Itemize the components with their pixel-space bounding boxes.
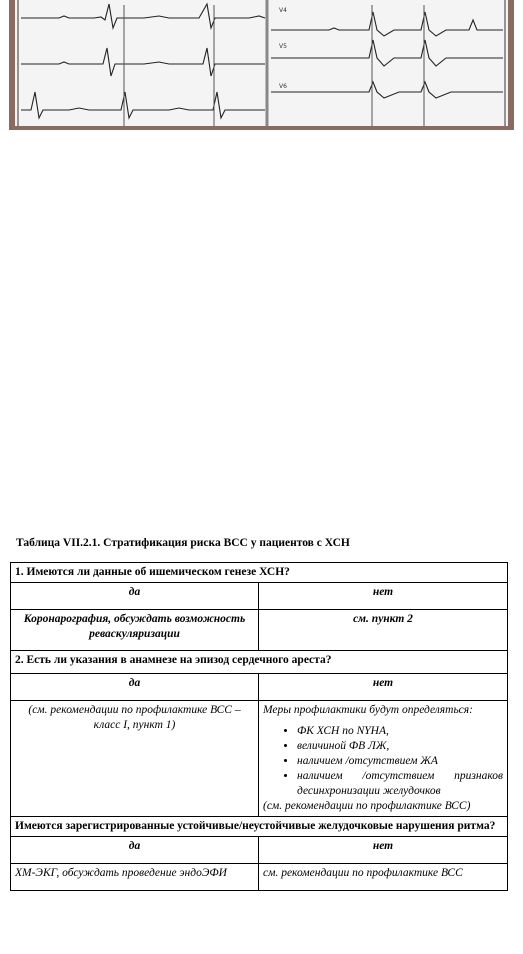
no-header: нет xyxy=(259,837,508,864)
table-row xyxy=(11,610,508,651)
table-row xyxy=(11,674,508,701)
table-title: Таблица VII.2.1. Стратификация риска ВСС у пациентов с ХСН xyxy=(16,537,350,549)
ecg-image-frame xyxy=(9,0,514,130)
q2-yes-answer: (см. рекомендации по профилактике ВСС – класс I, пункт 1) xyxy=(11,701,259,817)
question-2: 2. Есть ли указания в анамнезе на эпизод сердечного ареста? xyxy=(11,651,508,674)
table-row xyxy=(11,817,508,837)
q2-no-answer xyxy=(259,701,508,817)
yes-header: да xyxy=(11,583,259,610)
q3-yes-answer: ХМ-ЭКГ, обсуждать проведение эндоЭФИ xyxy=(11,864,259,891)
yes-header: да xyxy=(11,837,259,864)
q1-yes-answer: Коронарография, обсуждать возможность реваскуляризации xyxy=(11,610,259,651)
table-row xyxy=(11,864,508,891)
q1-no-answer: см. пункт 2 xyxy=(259,610,508,651)
list-item: • наличием /отсутствием ЖА xyxy=(297,754,503,769)
yes-header: да xyxy=(11,674,259,701)
q2-no-intro: Меры профилактики будут определяться: xyxy=(263,704,473,716)
prevention-criteria-list xyxy=(263,724,503,799)
table-row xyxy=(11,701,508,817)
q2-no-footer: (см. рекомендации по профилактике ВСС) xyxy=(263,800,471,812)
ecg-lead-label: V5 xyxy=(279,43,287,50)
list-item: • наличием /отсутствием признаков десинхронизации желудочков xyxy=(297,769,503,799)
list-item: • величиной ФВ ЛЖ, xyxy=(297,739,503,754)
question-1: 1. Имеются ли данные об ишемическом генезе ХСН? xyxy=(11,563,508,583)
q3-no-answer: см. рекомендации по профилактике ВСС xyxy=(259,864,508,891)
list-item: • ФК ХСН по NYHA, xyxy=(297,724,503,739)
question-3: Имеются зарегистрированные устойчивые/неустойчивые желудочковые нарушения ритма? xyxy=(11,817,508,837)
no-header: нет xyxy=(259,674,508,701)
risk-stratification-table xyxy=(10,562,508,891)
no-header: нет xyxy=(259,583,508,610)
table-row xyxy=(11,651,508,674)
table-row xyxy=(11,583,508,610)
table-row xyxy=(11,563,508,583)
table-row xyxy=(11,837,508,864)
ecg-lead-label: V6 xyxy=(279,83,287,90)
ecg-lead-label: V4 xyxy=(279,7,287,14)
ecg-image xyxy=(9,0,514,130)
